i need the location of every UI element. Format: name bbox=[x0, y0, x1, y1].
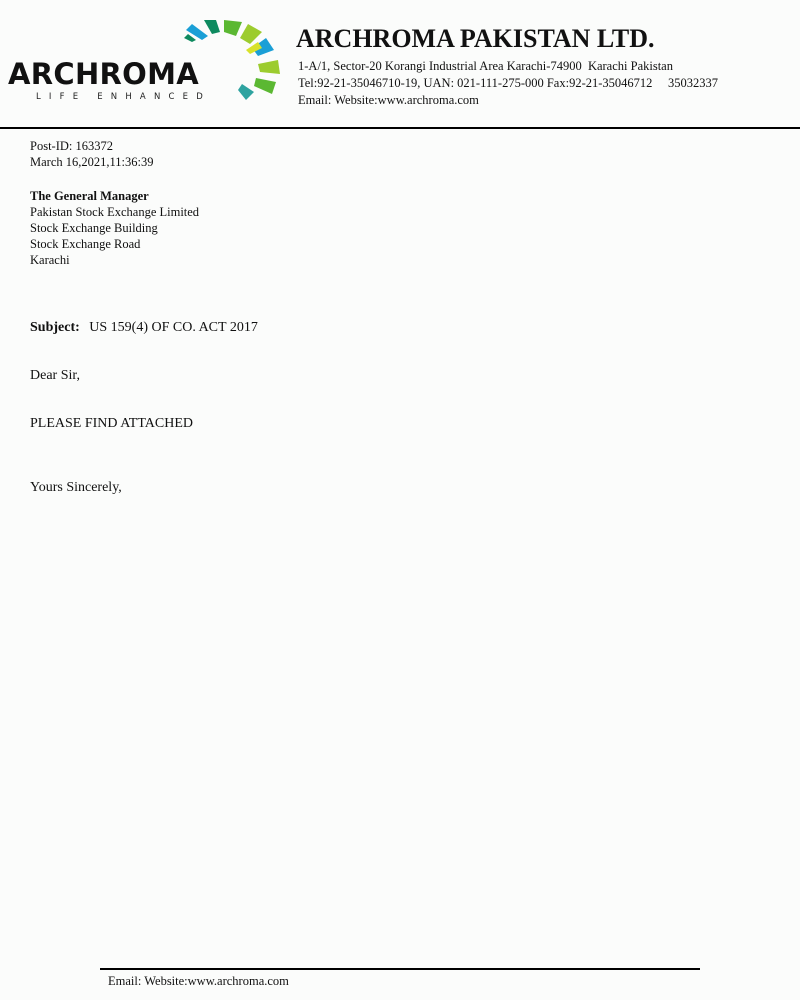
recipient-line: Stock Exchange Road bbox=[30, 237, 141, 251]
subject-text: US 159(4) OF CO. ACT 2017 bbox=[89, 320, 258, 335]
salutation: Dear Sir, bbox=[30, 368, 80, 383]
post-id: Post-ID: 163372 bbox=[30, 139, 113, 153]
recipient-line: Stock Exchange Building bbox=[30, 221, 158, 235]
recipient-line: Karachi bbox=[30, 253, 70, 267]
subject-label: Subject: bbox=[30, 320, 80, 335]
logo-wedge-icon bbox=[240, 24, 262, 44]
company-email: Email: Website:www.archroma.com bbox=[298, 93, 479, 107]
company-phone: Tel:92-21-35046710-19, UAN: 021-111-275-000 Fax:92-21-35046712 35032337 bbox=[298, 76, 719, 90]
archroma-logo bbox=[6, 20, 278, 106]
logo-wedge-icon bbox=[238, 84, 254, 100]
logo-tagline: LIFE ENHANCED bbox=[36, 92, 211, 102]
logo-wedge-icon bbox=[204, 20, 220, 34]
recipient-line: Pakistan Stock Exchange Limited bbox=[30, 205, 200, 219]
header-divider bbox=[0, 127, 800, 129]
logo-wordmark: ARCHROMA bbox=[8, 57, 200, 91]
footer-divider bbox=[100, 968, 700, 970]
letterhead bbox=[0, 0, 800, 128]
logo-wedge-icon bbox=[184, 34, 196, 42]
company-address: 1-A/1, Sector-20 Korangi Industrial Area Karachi-74900 Karachi Pakistan bbox=[298, 59, 673, 73]
letter-datetime: March 16,2021,11:36:39 bbox=[30, 155, 154, 169]
closing: Yours Sincerely, bbox=[30, 480, 122, 495]
company-name: ARCHROMA PAKISTAN LTD. bbox=[296, 24, 655, 53]
logo-wedge-icon bbox=[224, 20, 242, 36]
letter-body-text: PLEASE FIND ATTACHED bbox=[30, 416, 193, 431]
recipient-address bbox=[30, 188, 770, 268]
logo-wedge-icon bbox=[258, 60, 280, 74]
footer-email: Email: Website:www.archroma.com bbox=[108, 974, 289, 988]
recipient-title: The General Manager bbox=[30, 189, 149, 203]
subject-line bbox=[30, 319, 770, 337]
company-info bbox=[296, 24, 796, 109]
logo-wedge-icon bbox=[254, 78, 276, 94]
letter-body bbox=[30, 138, 770, 497]
